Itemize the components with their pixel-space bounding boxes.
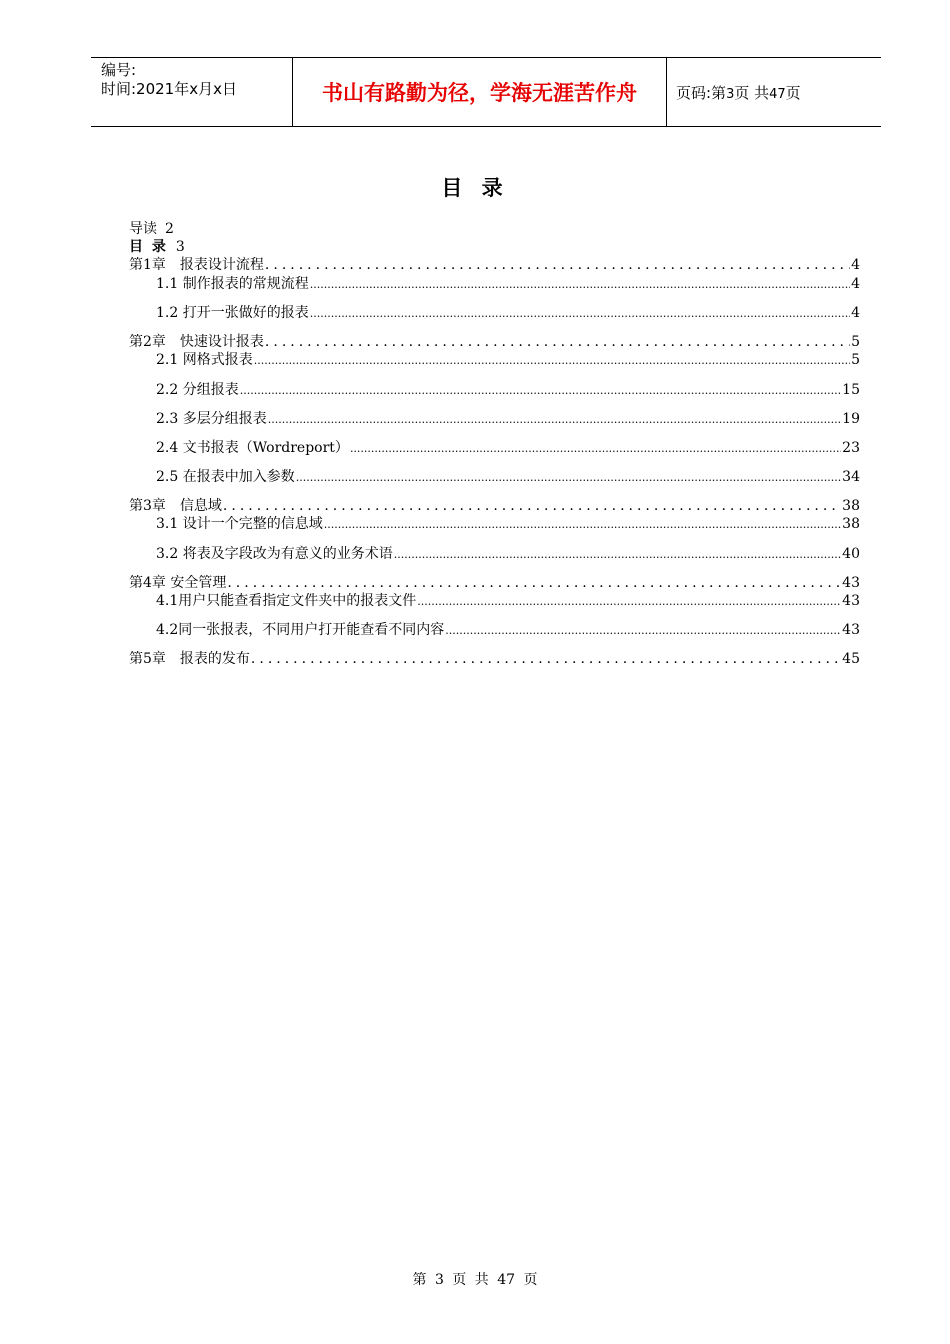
toc-title: 目 录 bbox=[441, 176, 509, 200]
toc-leader-dots bbox=[324, 516, 841, 534]
toc-entry-page: 4 bbox=[851, 257, 860, 273]
toc-leader-dots bbox=[265, 333, 850, 351]
document-number-label: 编号: bbox=[101, 61, 137, 79]
toc-entry-label: 第1章 报表设计流程 bbox=[129, 257, 264, 273]
toc-entry-page: 45 bbox=[842, 651, 860, 667]
toc-entry-section-1-2[interactable] bbox=[129, 304, 860, 323]
page-footer: 第 3 页 共 47 页 bbox=[412, 1272, 538, 1288]
toc-entry-section-4-1[interactable] bbox=[129, 592, 860, 611]
toc-leader-dots bbox=[251, 650, 841, 668]
toc-entry-page: 34 bbox=[842, 469, 860, 485]
toc-leader-dots bbox=[265, 256, 850, 274]
toc-leader-dots bbox=[394, 546, 841, 564]
toc-entry-page: 43 bbox=[842, 575, 860, 591]
toc-leader-dots bbox=[240, 382, 841, 400]
toc-entry-section-1-1[interactable] bbox=[129, 275, 860, 294]
toc-leader-dots bbox=[310, 305, 850, 323]
toc-entry-contents[interactable] bbox=[129, 238, 860, 256]
toc-entry-page: 2 bbox=[165, 221, 174, 237]
toc-entry-chapter-3[interactable] bbox=[129, 497, 860, 515]
toc-leader-dots bbox=[223, 497, 841, 515]
toc-entry-section-2-3[interactable] bbox=[129, 410, 860, 429]
header-page-cell bbox=[666, 58, 881, 126]
toc-leader-dots bbox=[268, 411, 841, 429]
toc-entry-page: 43 bbox=[842, 622, 860, 638]
toc-entry-chapter-2[interactable] bbox=[129, 333, 860, 351]
toc-entry-page: 43 bbox=[842, 593, 860, 609]
toc-entry-label: 第2章 快速设计报表 bbox=[129, 334, 264, 350]
toc-entry-label: 3.2 将表及字段改为有意义的业务术语 bbox=[156, 546, 393, 562]
toc-entry-section-3-1[interactable] bbox=[129, 515, 860, 534]
toc-entry-label: 第4章 安全管理 bbox=[129, 575, 227, 591]
page-header bbox=[91, 57, 881, 127]
toc-entry-chapter-1[interactable] bbox=[129, 256, 860, 274]
toc-entry-label: 2.5 在报表中加入参数 bbox=[156, 469, 295, 485]
toc-entry-chapter-5[interactable] bbox=[129, 650, 860, 668]
toc-leader-dots bbox=[445, 622, 841, 640]
toc-entry-page: 3 bbox=[175, 239, 185, 255]
header-page-info bbox=[676, 84, 801, 104]
toc-entry-label: 导读 bbox=[129, 221, 157, 237]
toc-entry-label: 4.2同一张报表，不同用户打开能查看不同内容 bbox=[156, 622, 445, 638]
toc-entry-section-4-2[interactable] bbox=[129, 621, 860, 640]
toc-entry-label: 2.1 网格式报表 bbox=[156, 352, 253, 368]
toc-entry-page: 23 bbox=[842, 440, 860, 456]
toc-entry-label: 1.1 制作报表的常规流程 bbox=[156, 276, 309, 292]
toc-entry-page: 40 bbox=[842, 546, 860, 562]
toc-entry-page: 15 bbox=[842, 382, 860, 398]
page-total: 47 bbox=[769, 87, 786, 102]
toc-entry-section-2-5[interactable] bbox=[129, 468, 860, 487]
toc-entry-page: 4 bbox=[851, 305, 860, 321]
toc-entry-chapter-4[interactable] bbox=[129, 574, 860, 592]
toc-leader-dots bbox=[296, 469, 841, 487]
toc-entry-page: 38 bbox=[842, 498, 860, 514]
toc-entry-section-2-1[interactable] bbox=[129, 351, 860, 370]
header-motto: 书山有路勤为径，学海无涯苦作舟 bbox=[322, 80, 637, 105]
header-meta-cell bbox=[91, 58, 292, 126]
page-current: 3 bbox=[726, 87, 735, 102]
toc-entry-intro[interactable] bbox=[129, 220, 860, 238]
toc-entry-section-2-4[interactable] bbox=[129, 439, 860, 458]
header-motto-cell bbox=[292, 58, 667, 126]
toc-entry-label: 1.2 打开一张做好的报表 bbox=[156, 305, 309, 321]
document-time-label: 时间:2021年x月x日 bbox=[101, 80, 237, 98]
toc-entry-label: 第5章 报表的发布 bbox=[129, 651, 250, 667]
toc-entry-label: 2.2 分组报表 bbox=[156, 382, 239, 398]
toc-entry-label: 第3章 信息域 bbox=[129, 498, 222, 514]
toc-entry-label: 2.3 多层分组报表 bbox=[156, 411, 267, 427]
page-mid: 页 共 bbox=[734, 84, 770, 102]
toc-entry-page: 38 bbox=[842, 516, 860, 532]
toc-entry-label: 3.1 设计一个完整的信息域 bbox=[156, 516, 323, 532]
toc-leader-dots bbox=[310, 276, 850, 294]
toc-leader-dots bbox=[417, 593, 841, 611]
toc-leader-dots bbox=[227, 574, 841, 592]
toc-entry-section-2-2[interactable] bbox=[129, 381, 860, 400]
toc-entry-label: 4.1用户只能查看指定文件夹中的报表文件 bbox=[156, 593, 417, 609]
toc-entry-label: 2.4 文书报表（Wordreport） bbox=[156, 440, 349, 456]
toc-entry-page: 4 bbox=[851, 276, 860, 292]
toc-entry-page: 5 bbox=[851, 352, 860, 368]
toc-leader-dots bbox=[350, 440, 841, 458]
toc-entry-page: 5 bbox=[851, 334, 860, 350]
toc-leader-dots bbox=[254, 352, 850, 370]
page-suffix: 页 bbox=[785, 84, 801, 102]
toc-entry-label: 目 录 bbox=[129, 239, 168, 255]
toc-entry-section-3-2[interactable] bbox=[129, 545, 860, 564]
toc-entry-page: 19 bbox=[842, 411, 860, 427]
page-prefix: 页码:第 bbox=[676, 84, 727, 102]
